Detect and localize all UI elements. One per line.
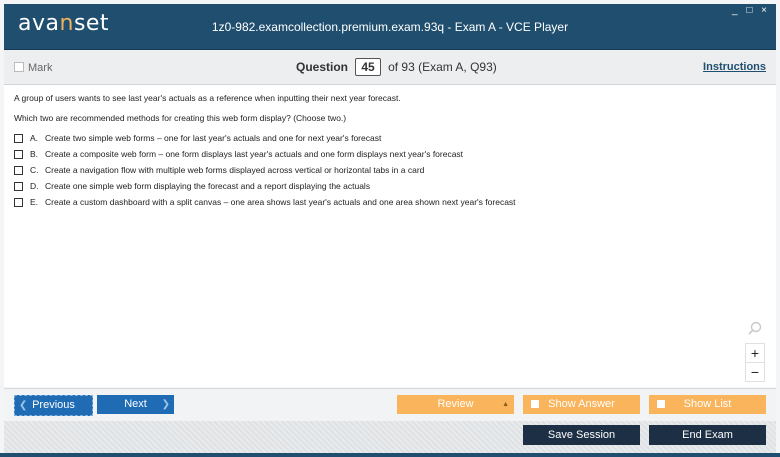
end-exam-button[interactable]: End Exam xyxy=(649,425,766,445)
question-count: of 93 (Exam A, Q93) xyxy=(388,60,497,74)
zoom-in-button[interactable]: + xyxy=(745,343,765,363)
question-number-input[interactable]: 45 xyxy=(355,58,380,76)
question-content xyxy=(4,85,776,387)
question-number-display xyxy=(296,58,497,76)
review-button[interactable]: Review ▲ xyxy=(397,395,514,414)
zoom-out-button[interactable]: − xyxy=(745,362,765,382)
next-button[interactable]: Next ❯ xyxy=(97,395,174,414)
question-prompt: Which two are recommended methods for creating this web form display? (Choose two.) xyxy=(14,113,347,123)
mark-box[interactable] xyxy=(14,62,24,72)
show-list-button[interactable]: Show List xyxy=(649,395,766,414)
answer-option-e[interactable]: E. Create a custom dashboard with a split canvas – one area shows last year's actuals and one area shown next year's forecast xyxy=(14,197,764,207)
checkbox[interactable] xyxy=(14,166,23,175)
mark-label: Mark xyxy=(28,62,53,74)
answer-option-b[interactable]: B. Create a composite web form – one form displays last year's actuals and one form displays next year's forecast xyxy=(14,149,764,159)
save-session-button[interactable]: Save Session xyxy=(523,425,640,445)
checkbox-icon xyxy=(531,400,539,408)
chevron-right-icon: ❯ xyxy=(161,399,170,410)
checkbox[interactable] xyxy=(14,150,23,159)
checkbox[interactable] xyxy=(14,182,23,191)
answer-option-c[interactable]: C. Create a navigation flow with multiple web forms displayed across vertical or horizontal tabs in a card xyxy=(14,165,764,175)
checkbox-icon xyxy=(657,400,665,408)
mark-checkbox[interactable] xyxy=(14,62,52,74)
window-bottom-border xyxy=(0,453,780,457)
navigation-bar xyxy=(4,388,776,421)
window-title: 1z0-982.examcollection.premium.exam.93q - Exam A - VCE Player xyxy=(211,20,569,34)
checkbox[interactable] xyxy=(14,134,23,143)
avanset-logo: avanset xyxy=(18,11,110,36)
instructions-link[interactable]: Instructions xyxy=(703,61,766,73)
answer-option-a[interactable]: A. Create two simple web forms – one for last year's actuals and one for next year's forecast xyxy=(14,133,764,143)
answer-option-d[interactable]: D. Create one simple web form displaying the forecast and a report displaying the actuals xyxy=(14,181,764,191)
chevron-left-icon: ❮ xyxy=(19,400,28,411)
question-bar xyxy=(4,50,776,85)
window-controls[interactable]: _ □ × xyxy=(732,5,770,16)
show-answer-button[interactable]: Show Answer xyxy=(523,395,640,414)
question-text: A group of users wants to see last year's actuals as a reference when inputting their next year forecast. xyxy=(14,93,401,103)
question-label: Question xyxy=(296,60,349,74)
magnifier-icon xyxy=(748,321,762,335)
title-bar xyxy=(4,4,776,50)
checkbox[interactable] xyxy=(14,198,23,207)
previous-button[interactable]: ❮ Previous xyxy=(14,395,93,416)
footer-bar xyxy=(4,421,776,453)
triangle-up-icon: ▲ xyxy=(502,401,509,408)
